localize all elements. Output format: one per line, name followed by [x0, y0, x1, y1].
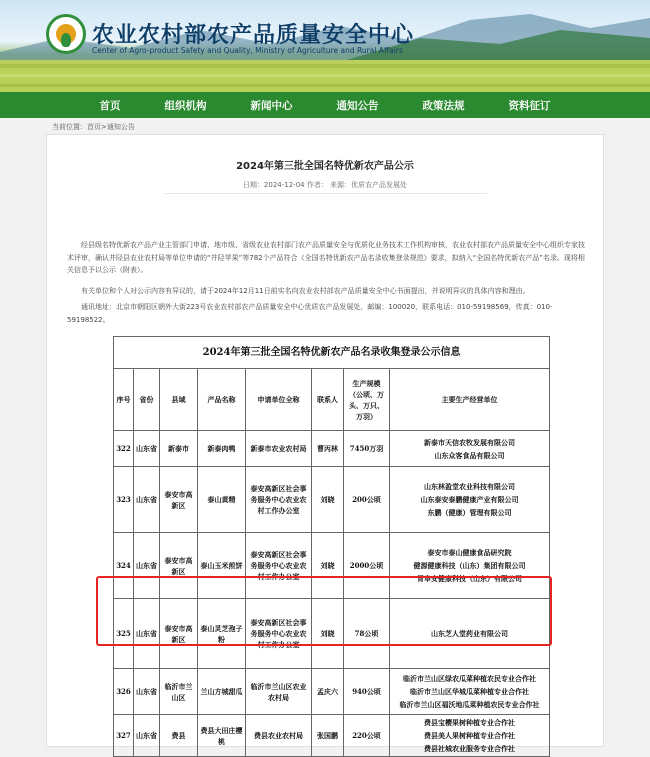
cell-contact: 刘晓 [312, 467, 344, 533]
cell-product: 费县大田庄樱桃 [198, 715, 246, 757]
cell-no: 323 [114, 467, 134, 533]
cell-scale: 2000公顷 [344, 533, 390, 599]
breadcrumb[interactable]: 当前位置：首页>通知公告 [52, 123, 135, 131]
cell-units [390, 715, 550, 757]
cell-applicant: 泰安高新区社会事务服务中心农业农村工作办公室 [246, 467, 312, 533]
cell-contact: 刘晓 [312, 599, 344, 669]
unit-name: 山东芝人堂药业有限公司 [431, 629, 509, 638]
cell-province: 山东省 [134, 533, 160, 599]
center-logo-icon[interactable] [46, 14, 86, 54]
cell-units [390, 431, 550, 467]
header-applicant: 申请单位全称 [246, 369, 312, 431]
cell-county: 临沂市兰山区 [160, 669, 198, 715]
cell-county: 泰安市高新区 [160, 467, 198, 533]
table-row [114, 533, 550, 599]
unit-name: 费县社城农业服务专业合作社 [424, 744, 516, 753]
cell-contact: 张国鹏 [312, 715, 344, 757]
unit-name: 费县美人果树种植专业合作社 [424, 731, 516, 740]
table-row [114, 715, 550, 757]
cell-contact: 曹丙林 [312, 431, 344, 467]
cell-county: 新泰市 [160, 431, 198, 467]
header-product: 产品名称 [198, 369, 246, 431]
cell-applicant: 费县农业农村局 [246, 715, 312, 757]
unit-name: 健源健康科技（山东）集团有限公司 [413, 561, 526, 570]
unit-name: 费县宝樱果树种植专业合作社 [424, 718, 516, 727]
header-units: 主要生产经营单位 [390, 369, 550, 431]
unit-name: 临沂市兰山区绿农瓜菜种植农民专业合作社 [403, 674, 537, 683]
site-title[interactable]: 农业农村部农产品质量安全中心 [92, 23, 415, 48]
unit-name: 临沂市兰山区福沃地瓜菜种植农民专业合作社 [399, 700, 540, 709]
cell-no: 324 [114, 533, 134, 599]
header-province: 省份 [134, 369, 160, 431]
cell-province: 山东省 [134, 669, 160, 715]
table-caption: 2024年第三批全国名特优新农产品名录收集登录公示信息 [114, 337, 550, 369]
unit-name: 山东林盈堂农业科技有限公司 [424, 482, 516, 491]
cell-units [390, 599, 550, 669]
header-banner [0, 0, 650, 92]
unit-name: 山东泰安泰鹏健康产业有限公司 [420, 495, 519, 504]
article-paragraph-1: 经县级名特优新农产品产业主管部门申请、地市级、省级农业农村部门农产品质量安全与优质化业务技术工作机构审核，农业农村部农产品质量安全中心组织专家技术评审，确认井陉县农业农村局等单位申请的“井陉苹果”等782个产品符合《全国名特优新农产品名录收集登录规范》要求，拟纳入“全国名特优新农产品”名录。现将相关信息予以公示（附表）。 [67, 241, 585, 274]
article-meta: 日期：2024-12-04 作者： 来源：优质农产品发展处 [242, 181, 408, 189]
cell-no: 325 [114, 599, 134, 669]
unit-name: 胃阜安健康科技（山东）有限公司 [417, 574, 523, 583]
nav-notices[interactable]: 通知公告 [336, 99, 379, 112]
cell-province: 山东省 [134, 599, 160, 669]
table-row [114, 669, 550, 715]
cell-province: 山东省 [134, 431, 160, 467]
site-subtitle: Center of Agro-product Safety and Quality, Ministry of Agriculture and Rural Affairs [92, 46, 403, 55]
cell-contact: 孟庆六 [312, 669, 344, 715]
nav-news[interactable]: 新闻中心 [250, 99, 293, 112]
cell-product: 泰山黄精 [198, 467, 246, 533]
cell-no: 322 [114, 431, 134, 467]
unit-name: 东鹏（健康）管理有限公司 [427, 508, 512, 517]
unit-name: 山东众客食品有限公司 [434, 450, 505, 460]
cell-units [390, 533, 550, 599]
cell-applicant: 新泰市农业农村局 [246, 431, 312, 467]
cell-scale: 220公顷 [344, 715, 390, 757]
unit-name: 临沂市兰山区华城瓜菜种植专业合作社 [410, 687, 530, 696]
article-title: 2024年第三批全国名特优新农产品公示 [236, 161, 414, 172]
article-paragraph-2: 有关单位和个人对公示内容有异议的，请于2024年12月11日前实名向农业农村部农产品质量安全中心书面提出，并说明异议的具体内容和理由。 [81, 287, 530, 295]
nav-policies[interactable]: 政策法规 [422, 99, 465, 112]
cell-scale: 940公顷 [344, 669, 390, 715]
cell-units [390, 467, 550, 533]
cell-no: 327 [114, 715, 134, 757]
cell-scale: 200公顷 [344, 467, 390, 533]
cell-county: 泰安市高新区 [160, 533, 198, 599]
cell-applicant: 泰安高新区社会事务服务中心农业农村工作办公室 [246, 533, 312, 599]
table-row [114, 431, 550, 467]
cell-applicant: 临沂市兰山区农业农村局 [246, 669, 312, 715]
nav-organization[interactable]: 组织机构 [164, 99, 207, 112]
cell-product: 新泰肉鸭 [198, 431, 246, 467]
header-county: 县域 [160, 369, 198, 431]
unit-name: 新泰市天信农牧发展有限公司 [424, 437, 516, 447]
cell-units [390, 669, 550, 715]
table-row [114, 467, 550, 533]
divider [165, 193, 487, 194]
cell-applicant: 泰安高新区社会事务服务中心农业农村工作办公室 [246, 599, 312, 669]
article-paragraph-3: 通讯地址：北京市朝阳区朝外大街223号农业农村部农产品质量安全中心优质农产品发展处，邮编：100020，联系电话：010-59198569，传真：010-59198522。 [67, 303, 553, 324]
cell-scale: 78公顷 [344, 599, 390, 669]
nav-subscriptions[interactable]: 资料征订 [508, 99, 551, 112]
announcement-table [113, 336, 550, 757]
cell-province: 山东省 [134, 467, 160, 533]
main-nav [0, 92, 650, 118]
cell-product: 兰山方城甜瓜 [198, 669, 246, 715]
cell-product: 泰山灵芝孢子粉 [198, 599, 246, 669]
cell-county: 费县 [160, 715, 198, 757]
cell-product: 泰山玉米煎饼 [198, 533, 246, 599]
cell-county: 泰安市高新区 [160, 599, 198, 669]
cell-province: 山东省 [134, 715, 160, 757]
cell-scale: 7450万羽 [344, 431, 390, 467]
nav-home[interactable]: 首页 [99, 99, 121, 112]
header-contact: 联系人 [312, 369, 344, 431]
header-scale: 生产规模（公顷、万头、万只、万羽） [344, 369, 390, 431]
table-row-highlighted [114, 599, 550, 669]
cell-contact: 刘晓 [312, 533, 344, 599]
unit-name: 泰安市泰山健康食品研究院 [427, 548, 512, 557]
cell-no: 326 [114, 669, 134, 715]
header-no: 序号 [114, 369, 134, 431]
